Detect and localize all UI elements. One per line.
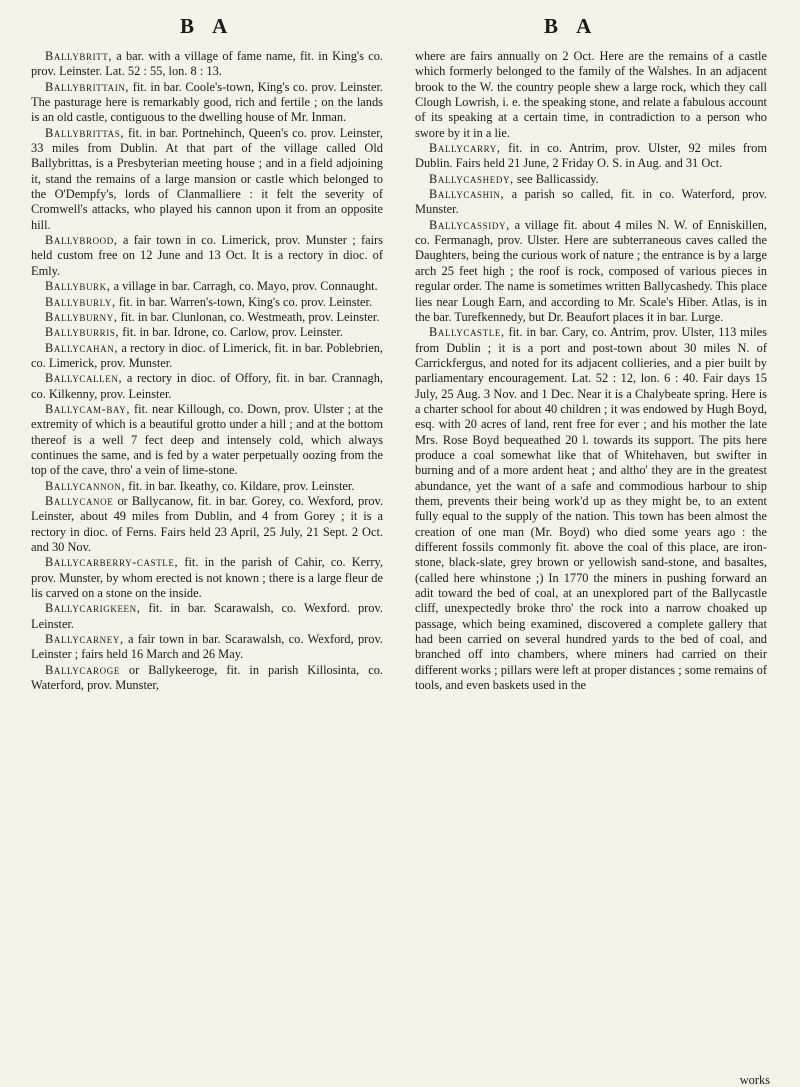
entry-text: a parish so called, fit. in co. Waterford, prov. Munster.: [415, 187, 767, 217]
gazetteer-entry: [415, 49, 767, 141]
entry-text: a rectory in dioc. of Offory, fit. in bar. Crannagh, co. Kilkenny, prov. Leinster.: [31, 371, 383, 401]
gazetteer-entry: [31, 295, 383, 310]
entry-headword: Ballycahan,: [45, 340, 119, 355]
entry-headword: Ballycashin,: [429, 187, 505, 202]
entry-text: fit. in bar. Ikeathy, co. Kildare, prov. Leinster.: [125, 478, 355, 493]
gazetteer-entry: [31, 371, 383, 402]
entry-text: fit. in bar. Idrone, co. Carlow, prov. Leinster.: [119, 325, 343, 340]
entry-headword: Ballycarry,: [429, 141, 501, 156]
entry-headword: Ballybrood,: [45, 233, 118, 248]
entry-text: or Ballycanow, fit. in bar. Gorey, co. Wexford, prov. Leinster, about 49 miles from Dublin, and 4 from Gorey ; it is a rectory in dioc. of Ferns. Fairs held 23 April, 25 July, 21 Sept. 2 Oct. and 30 Nov.: [31, 493, 383, 554]
entry-headword: Ballycaroge: [45, 662, 120, 677]
entry-headword: Ballycashedy,: [429, 171, 514, 186]
gazetteer-entry: [31, 310, 383, 325]
entry-text: fit. near Killough, co. Down, prov. Ulster ; at the extremity of which is a beautiful grotto under a hill ; and at the bottom thereof is a well 7 fect deep and intensely cold, which always continues the same, and is fed by a water perpetually oozing from the top of the cave, thro' a vein of lime-stone.: [31, 401, 383, 478]
entry-headword: Ballybrittas,: [45, 125, 125, 140]
entry-headword: Ballycallen,: [45, 371, 123, 386]
gazetteer-entry: [31, 402, 383, 479]
entry-headword: Ballycarberry-castle,: [45, 555, 179, 570]
entry-headword: Ballycassidy,: [429, 217, 510, 232]
entry-text: fit. in bar. Portnehinch, Queen's co. prov. Leinster, 33 miles from Dublin. At that part of the village called Old Ballybrittas, is a Presbyterian meeting house ; and in a field adjoining it, stand the remains of a large mansion or castle which belonged to the O'Dempfy's, lords of Clanmalliere : it felt the severity of Cromwell's attacks, who played his cannon upon it from an opposite hill.: [31, 125, 383, 232]
entry-text: fit. in bar. Scarawalsh, co. Wexford. prov. Leinster.: [31, 601, 383, 631]
entry-text: fit. in bar. Warren's-town, King's co. prov. Leinster.: [115, 294, 373, 309]
running-head-left: B A: [180, 14, 235, 38]
gazetteer-entry: [31, 341, 383, 372]
entry-headword: Ballycannon,: [45, 478, 126, 493]
entry-text: see Ballicassidy.: [513, 171, 599, 186]
entry-text: or Ballykeeroge, fit. in parish Killosinta, co. Waterford, prov. Munster,: [31, 662, 383, 693]
gazetteer-entry: [31, 494, 383, 555]
gazetteer-entry: [415, 187, 767, 218]
gazetteer-entry: [415, 172, 767, 187]
entry-headword: Ballycarney,: [45, 632, 124, 647]
gazetteer-entry: [31, 80, 383, 126]
gazetteer-entry: [31, 555, 383, 601]
gazetteer-entry: [31, 233, 383, 279]
running-head-right: B A: [544, 14, 599, 38]
gazetteer-entry: [31, 601, 383, 632]
entry-text: a rectory in dioc. of Limerick, fit. in bar. Poblebrien, co. Limerick, prov. Munster.: [31, 340, 383, 370]
entry-headword: Ballybritt,: [45, 49, 113, 63]
entry-text: fit. in bar. Cary, co. Antrim, prov. Ulster, 113 miles from Dublin ; it is a port and post-town about 30 miles N. of Carrickfergus, and noted for its adjacent collieries, and a pier built by parliamentary encouragement. Lat. 52 : 12, lon. 6 : 40. Fair days 15 July, 25 Aug. 3 Nov. and 1 Dec. Near it is a Chalybeate spring. Here is a charter school for about 40 children ; it was endowed by Hugh Boyd, esq. with 20 acres of land, rent free for ever ; and his mother the late Mrs. Rose Boyd bequeathed 20 l. towards its support. The pits here produce a coal somewhat like that of Whitehaven, but swifter in burning and of a more ardent heat ; and altho' they are in the greatest abundance, yet the want of a safe and commodious harbour to ship them, prevents their being work'd up as they might be, to an extent fully equal to the supply of the nation. This town has been almost the creation of one man (Mr. Boyd) who died some years ago : the different fossils commonly fit. above the coal of this place, are iron-stone, black-slate, grey brown or yellowish sand-stone, and basaltes, (called here whinstone ;) In 1770 the miners in pushing forward an adit toward the bed of coal, at an unexplored part of the Ballycastle cliff, unexpectedly broke thro' the rock into a narrow choaked up passage, which being examined, discovered a complete gallery that had been carried on several hundred yards to the bed of coal, and branched off into chambers, where miners had carried on their different works ; pillars were left at proper distances ; some remains of tools, and even baskets used in the: [415, 325, 767, 693]
entry-headword: Ballycarigkeen,: [45, 601, 141, 616]
running-heads: [0, 14, 800, 44]
entry-headword: Ballycam-bay,: [45, 401, 131, 416]
entry-headword: Ballyburly,: [45, 294, 116, 309]
gazetteer-entry: [415, 325, 767, 693]
entry-text: a fair town in co. Limerick, prov. Munster ; fairs held custom free on 12 June and 13 Oct. It is a rectory in dioc. of Emly.: [31, 233, 383, 278]
entry-text: fit. in bar. Clunlonan, co. Westmeath, prov. Leinster.: [117, 309, 380, 324]
right-column: [415, 49, 767, 693]
gazetteer-entry: [415, 141, 767, 172]
entry-text: a village in bar. Carragh, co. Mayo, prov. Connaught.: [110, 279, 378, 294]
gazetteer-entry: [31, 279, 383, 294]
gazetteer-entry: [31, 325, 383, 340]
entry-text: fit. in co. Antrim, prov. Ulster, 92 miles from Dublin. Fairs held 21 June, 2 Friday O. S. in Aug. and 31 Oct.: [415, 141, 767, 171]
gazetteer-entry: [415, 218, 767, 325]
catchword: works: [739, 1073, 770, 1087]
gazetteer-entry: [31, 126, 383, 233]
gazetteer-entry: [31, 663, 383, 694]
entry-headword: Ballyburk,: [45, 279, 111, 294]
gazetteer-entry: [31, 479, 383, 494]
gazetteer-entry: [31, 632, 383, 663]
entry-text: where are fairs annually on 2 Oct. Here are the remains of a castle which formerly belonged to the family of the Walshes. In an adjacent brook to the W. the country people shew a large rock, which they call Clough Lowrish, i. e. the speaking stone, and relate a fabulous account of its speaking at a certain time, in contradiction to a person who swore by it in a lie.: [415, 49, 767, 140]
entry-text: a bar. with a village of fame name, fit. in King's co. prov. Leinster. Lat. 52 : 55, lon. 8 : 13.: [31, 49, 383, 79]
entry-headword: Ballyburny,: [45, 309, 118, 324]
entry-headword: Ballycanoe: [45, 493, 114, 508]
left-column: [31, 49, 383, 693]
entry-text: a village fit. about 4 miles N. W. of Enniskillen, co. Fermanagh, prov. Ulster. Here are subterraneous caves called the Daughters, being the curious work of nature ; the entrance is by a large arch 25 feet high ; the roof is rock, composed of various pieces in regular order. The name is sometimes written Ballycashedy. This place lies near Lough Earn, and according to Mr. Scale's Hiber. Atlas, is in the bar. Turefkennedy, but Dr. Beaufort places it in bar. Lurge.: [415, 217, 767, 324]
gazetteer-entry: [31, 49, 383, 80]
entry-headword: Ballycastle,: [429, 325, 505, 340]
entry-text: fit. in the parish of Cahir, co. Kerry, prov. Munster, by whom erected is not known ; there is a large fleur de lis carved on a stone on the inside.: [31, 555, 383, 601]
entry-text: a fair town in bar. Scarawalsh, co. Wexford, prov. Leinster ; fairs held 16 March and 26 May.: [31, 632, 383, 662]
entry-headword: Ballybrittain,: [45, 79, 130, 94]
entry-headword: Ballyburris,: [45, 325, 120, 340]
entry-text: fit. in bar. Coole's-town, King's co. prov. Leinster. The pasturage here is remarkably good, rich and fertile ; on the lands is an old castle, contiguous to the dwelling house of Mr. Inman.: [31, 79, 383, 125]
